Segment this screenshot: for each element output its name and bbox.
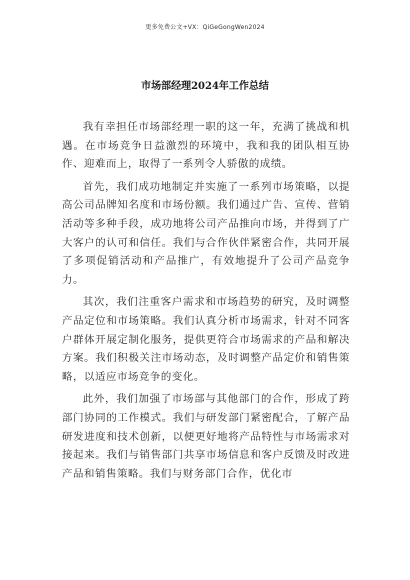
paragraph-intro: 我有幸担任市场部经理一职的这一年，充满了挑战和机遇。在市场竞争日益激烈的环境中，我和我的团队相互协作、迎难而上，取得了一系列令人骄傲的成绩。: [62, 121, 350, 171]
document-title: 市场部经理2024年工作总结: [141, 81, 269, 92]
paragraph-second-point: 其次，我们注重客户需求和市场趋势的研究，及时调整产品定位和市场策略。我们认真分析市场需求，针对不同客户群体开展定制化服务，提供更符合市场需求的产品和解决方案。我们积极关注市场动态，及时调整产品定价和销售策略，以适应市场竞争的变化。: [62, 296, 350, 383]
header-note: 更多免费公文+VX：QiGeGongWen2024: [145, 24, 265, 31]
paragraph-first-point: 首先，我们成功地制定并实施了一系列市场策略，以提高公司品牌知名度和市场份额。我们通过广告、宣传、营销活动等多种手段，成功地将公司产品推向市场，并得到了广大客户的认可和信任。我们与合作伙伴紧密合作，共同开展了多项促销活动和产品推广，有效地提升了公司产品竞争力。: [62, 180, 350, 286]
paragraph-third-point: 此外，我们加强了市场部与其他部门的合作，形成了跨部门协同的工作模式。我们与研发部门紧密配合，了解产品研发进度和技术创新，以便更好地将产品特性与市场需求对接起来。我们与销售部门共享市场信息和客户反馈及时改进产品和销售策略。我们与财务部门合作，优化市: [62, 393, 350, 480]
document-body: [62, 118, 350, 487]
